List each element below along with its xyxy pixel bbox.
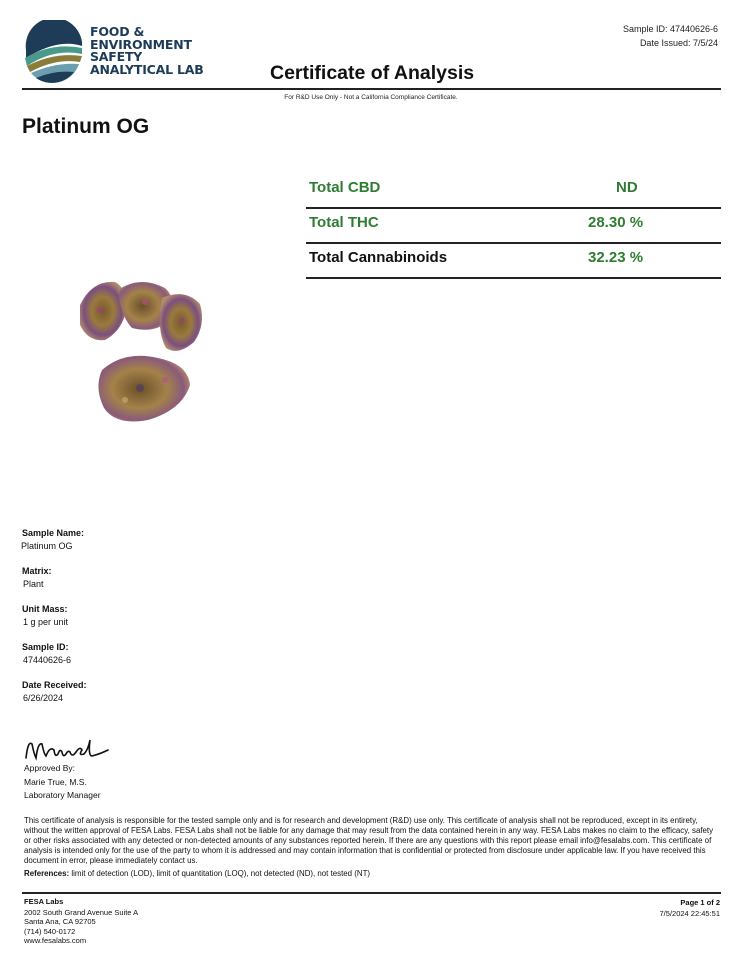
footer-divider xyxy=(22,892,721,894)
approver-name: Marie True, M.S. xyxy=(24,776,87,787)
footer-page-info xyxy=(660,897,720,919)
summary-label: Total THC xyxy=(309,214,379,231)
info-label: Sample ID: xyxy=(22,642,69,652)
info-matrix xyxy=(22,565,87,591)
summary-label: Total Cannabinoids xyxy=(309,249,448,266)
info-label: Date Received: xyxy=(22,680,87,690)
disclaimer: For R&D Use Only - Not a California Compliance Certificate. xyxy=(284,94,458,101)
logo-line: ENVIRONMENT xyxy=(90,36,192,52)
info-value: 47440626-6 xyxy=(23,655,72,665)
footer-address-line1: 2002 South Grand Avenue Suite A xyxy=(24,908,139,918)
header-date-issued: Date Issued: 7/5/24 xyxy=(639,38,718,48)
footer-address xyxy=(24,897,138,945)
page-number: Page 1 of 2 xyxy=(680,898,720,907)
info-unit-mass xyxy=(22,603,87,629)
approval-block xyxy=(24,762,101,803)
info-label: Unit Mass: xyxy=(22,604,68,614)
header-meta xyxy=(623,22,718,50)
info-value: 6/26/2024 xyxy=(23,693,64,703)
footer-phone: (714) 540-0172 xyxy=(24,926,76,936)
product-name: Platinum OG xyxy=(22,115,150,138)
sample-info xyxy=(22,527,87,717)
logo-line: ANALYTICAL LAB xyxy=(90,61,204,77)
summary-value: 32.23 % xyxy=(588,249,644,266)
logo-wordmark xyxy=(90,26,204,76)
footer-website[interactable]: www.fesalabs.com xyxy=(24,935,87,945)
approved-by-label: Approved By: xyxy=(24,763,76,773)
info-value: Plant xyxy=(23,579,44,589)
cannabinoid-summary xyxy=(306,174,721,279)
references-label: References: xyxy=(24,869,70,878)
product-photo xyxy=(70,270,220,440)
summary-label: Total CBD xyxy=(309,179,381,196)
summary-row-total xyxy=(306,244,721,279)
info-value: 1 g per unit xyxy=(23,617,69,627)
header-sample-id: Sample ID: 47440626-6 xyxy=(622,24,718,34)
logo-line: FOOD & xyxy=(90,24,145,39)
legal-disclaimer: This certificate of analysis is responsible for the tested sample only and is for research and development (R&D) use only. This certificate of analysis shall not be reproduced, except in its entirety, without the written approval of FESA Labs. FESA Labs shall not be liable for any damage that may result from the data contained herein in any way. FESA Labs makes no claim to the efficacy, safety or other risks associated with any detected or non-detected amounts of any substances reported herein. If there are any questions with this report please email info@fesalabs.com. This certificate of analysis is intended only for the use of the party to whom it is addressed and may contain information that is confidential or protected from disclosure under applicable law. If you have received this document in error, please immediately contact us. xyxy=(24,816,714,865)
footer-timestamp: 7/5/2024 22:45:51 xyxy=(659,909,720,918)
info-label: Sample Name: xyxy=(22,528,85,538)
references-text: limit of detection (LOD), limit of quantitation (LOQ), not detected (ND), not tested (NT) xyxy=(71,869,371,878)
logo-line: SAFETY xyxy=(90,49,143,64)
footer-company: FESA Labs xyxy=(24,897,64,906)
info-date-received xyxy=(22,679,87,705)
info-sample-name xyxy=(22,527,87,553)
summary-row-thc xyxy=(306,209,721,244)
approver-role: Laboratory Manager xyxy=(24,790,101,800)
info-label: Matrix: xyxy=(22,566,52,576)
page-title: Certificate of Analysis xyxy=(270,62,475,84)
summary-row-cbd xyxy=(306,174,721,209)
fesa-logo xyxy=(22,20,202,84)
signature-image xyxy=(22,732,112,764)
summary-value: ND xyxy=(616,179,638,196)
header-divider xyxy=(22,88,721,90)
summary-value: 28.30 % xyxy=(588,214,644,231)
info-value: Platinum OG xyxy=(21,541,73,551)
fesa-logo-mark-icon xyxy=(22,20,86,84)
references xyxy=(24,869,370,878)
footer-address-line2: Santa Ana, CA 92705 xyxy=(24,917,96,927)
info-sample-id xyxy=(22,641,87,667)
